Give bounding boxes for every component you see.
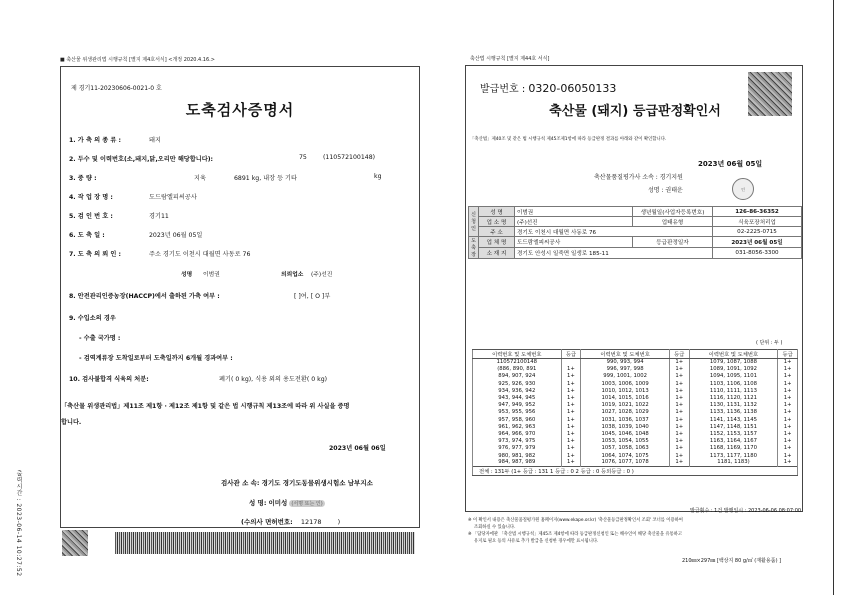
page-title: 도축검사증명서 <box>185 101 295 119</box>
lot-trace-cell: 1019, 1021, 1022 <box>581 402 670 409</box>
lot-grade-cell: 1+ <box>669 438 689 445</box>
lot-grade-cell: 1+ <box>778 409 798 416</box>
lot-grade-cell: 1+ <box>561 387 581 394</box>
lot-col-header: 이력번호 및 도체번호 <box>473 350 562 359</box>
lot-trace-cell: 1027, 1028, 1029 <box>581 409 670 416</box>
paper-spec: 210㎜×297㎜ [백상지 80 g/㎡ (재활용품) ] <box>682 558 782 564</box>
lot-grade-cell: 1+ <box>669 416 689 423</box>
lot-row <box>473 452 798 459</box>
lot-row <box>473 387 798 394</box>
lot-grade-cell: 1+ <box>561 402 581 409</box>
lot-trace-cell: 1110, 1111, 1113 <box>689 387 778 394</box>
lot-trace-cell: 1141, 1143, 1145 <box>689 416 778 423</box>
lot-trace-cell: 1053, 1054, 1055 <box>581 438 670 445</box>
lot-col-header: 등급 <box>561 350 581 359</box>
lot-trace-cell: 1094, 1095, 1101 <box>689 373 778 380</box>
lot-grade-cell: 1+ <box>561 380 581 387</box>
lot-trace-cell: 1152, 1153, 1157 <box>689 430 778 437</box>
lot-trace-cell: 925, 926, 930 <box>473 380 562 387</box>
plant-row-1: 소 재 지 경기도 안성시 일죽면 일생로 185-11 031-8056-3300 <box>469 248 802 259</box>
page-edge-line <box>833 0 834 595</box>
lot-grade-cell: 1+ <box>561 459 581 466</box>
lot-grade-cell: 1+ <box>561 394 581 401</box>
row-weight: 3. 중 량 : 지육 6891 kg, 내장 등 기타 kg <box>69 173 382 182</box>
lot-grade-cell: 1+ <box>778 373 798 380</box>
note-1b: 조회하실 수 있습니다. <box>474 525 516 530</box>
row-haccp: 8. 안전관리인증농장(HACCP)에서 출하된 가축 여부 : [ ]여, [ O ]부 <box>69 293 331 300</box>
lot-trace-cell: 953, 955, 956 <box>473 409 562 416</box>
lot-trace-cell: 934, 936, 942 <box>473 387 562 394</box>
lot-trace-cell: 110572100148 <box>473 359 562 366</box>
note-2: ※ 「담당자에관 「축산법 시행규칙」제45조 제4항에 따라 등급판정신청인 또는 해수인이 해당 축산물을 유통하고 <box>468 532 683 537</box>
page-title: 축산물 (돼지) 등급판정확인서 <box>549 104 721 119</box>
barcode-strip <box>115 532 415 554</box>
lot-grade-cell: 1+ <box>669 402 689 409</box>
intro-text: 「축산법」제40조 및 같은 법 시행규칙 제45조제1항에 따라 등급판정 결과를 아래와 같이 확인합니다. <box>470 137 667 142</box>
lot-trace-cell: (886, 890, 891 <box>473 366 562 373</box>
row-disposal: 10. 검사불합격 식육의 처분: 폐기( 0 kg), 식용 외의 용도전환( 0 kg) <box>69 376 328 383</box>
lot-row <box>473 359 798 366</box>
lot-trace-cell: 957, 958, 960 <box>473 416 562 423</box>
lot-trace-cell: 976, 977, 979 <box>473 445 562 452</box>
lot-trace-cell: 1133, 1136, 1138 <box>689 409 778 416</box>
row-head-count: 2. 두수 및 이력번호(소,돼지,닭,오리만 해당합니다): 75 (110572100148) <box>69 154 376 163</box>
inspector-name: 성 명: 이미성 (서명 또는 인) <box>249 499 323 507</box>
vet-license: (수의사 면허번호: 12178 ) <box>241 518 341 526</box>
lot-trace-cell: 999, 1001, 1002 <box>581 373 670 380</box>
lot-col-header: 등급 <box>669 350 689 359</box>
row-requester-name: 성명 이범권 의뢰업소 (주)선진 <box>181 272 333 278</box>
lot-header <box>473 350 798 359</box>
lot-grade-cell: 1+ <box>561 430 581 437</box>
lot-row <box>473 402 798 409</box>
lot-grade-cell: 1+ <box>669 394 689 401</box>
inspector-line: 축산물품질평가사 소속 : 경기지원 <box>594 174 683 181</box>
lot-grade-cell: 1+ <box>669 409 689 416</box>
lot-trace-cell: 1163, 1164, 1167 <box>689 438 778 445</box>
lot-trace-cell: 1089, 1091, 1092 <box>689 366 778 373</box>
lot-trace-cell: 1031, 1036, 1037 <box>581 416 670 423</box>
lot-grade-cell: 1+ <box>669 452 689 459</box>
lot-trace-cell: 990, 993, 994 <box>581 359 670 366</box>
lot-grade-cell: 1+ <box>778 452 798 459</box>
inspector-name: 성명 : 권태운 <box>648 187 683 194</box>
issue-info: 발급횟수 : 1건 발행일시 : 2023-06-06 08:07:00 <box>690 508 802 514</box>
row-inspection-no: 5. 검 인 번 호 : 경기11 <box>69 213 169 220</box>
lot-col-header: 이력번호 및 도체번호 <box>581 350 670 359</box>
lot-trace-cell: 1079, 1087, 1088 <box>689 359 778 366</box>
lot-row <box>473 416 798 423</box>
lot-grade-cell: 1+ <box>778 430 798 437</box>
lot-row <box>473 430 798 437</box>
lot-trace-cell: 1116, 1120, 1121 <box>689 394 778 401</box>
lot-grade-cell: 1+ <box>561 452 581 459</box>
lot-row <box>473 438 798 445</box>
grading-date: 2023년 06월 05일 <box>698 160 763 168</box>
lot-grade-cell <box>561 359 581 366</box>
lot-grade-cell: 1+ <box>778 459 798 466</box>
lot-grade-cell: 1+ <box>561 373 581 380</box>
row-slaughter-date: 6. 도 축 일 : 2023년 06월 05일 <box>69 232 203 239</box>
row-quarantine: - 검역계류장 도착일로부터 도축일까지 6개월 경과여부 : <box>79 355 233 362</box>
lot-grade-cell: 1+ <box>561 416 581 423</box>
row-workplace: 4. 작 업 장 명 : 도드람엘피씨공사 <box>69 194 197 201</box>
lot-trace-cell: 1038, 1039, 1040 <box>581 423 670 430</box>
lot-grade-cell: 1+ <box>669 387 689 394</box>
lot-grade-cell: 1+ <box>561 438 581 445</box>
doc-number: 제 경기11-20230606-0021-0 호 <box>71 85 162 92</box>
lot-trace-cell: 980, 981, 982 <box>473 452 562 459</box>
lot-grade-cell: 1+ <box>778 394 798 401</box>
lot-grade-cell: 1+ <box>778 359 798 366</box>
lot-grade-cell: 1+ <box>669 430 689 437</box>
lot-trace-cell: 973, 974, 975 <box>473 438 562 445</box>
slaughter-certificate <box>60 66 420 528</box>
row-export-country: - 수출 국가명 : <box>79 335 121 342</box>
lot-table <box>472 349 798 476</box>
lot-grade-cell: 1+ <box>669 366 689 373</box>
lot-row <box>473 380 798 387</box>
applicant-row-0: 신청인 성 명 이범권 생년월일(사업자등록번호) 126-86-36352 <box>469 207 802 217</box>
lot-grade-cell: 1+ <box>561 423 581 430</box>
lot-trace-cell: 943, 944, 945 <box>473 394 562 401</box>
lot-trace-cell: 1076, 1077, 1078 <box>581 459 670 466</box>
lot-grade-cell: 1+ <box>669 373 689 380</box>
issue-number: 발급번호 : 0320-06050133 <box>480 82 617 95</box>
lot-row <box>473 445 798 452</box>
row-import: 9. 수입소의 경우 <box>69 315 116 322</box>
lot-row <box>473 373 798 380</box>
row-requester: 7. 도 축 의 뢰 인 : 주소 경기도 이천시 대월면 사동로 76 <box>69 251 251 258</box>
lot-trace-cell: 1014, 1015, 1016 <box>581 394 670 401</box>
row-livestock-type: 1. 가 축 의 종 류 : 돼지 <box>69 137 161 144</box>
lot-trace-cell: 1173, 1177, 1180 <box>689 452 778 459</box>
plant-row-0: 도축장 업 체 명 도드람엘피씨공사 등급판정일자 2023년 06월 05일 <box>469 237 802 248</box>
lot-row <box>473 423 798 430</box>
lot-trace-cell: 996, 997, 998 <box>581 366 670 373</box>
law-statement-end: 합니다. <box>61 419 82 426</box>
applicant-row-1: 업 소 명 (주)선진 업태유형 식육포장처리업 <box>469 217 802 227</box>
lot-grade-cell: 1+ <box>778 438 798 445</box>
lot-trace-cell: 1045, 1046, 1048 <box>581 430 670 437</box>
official-seal: 인 <box>732 178 754 200</box>
lot-grade-cell: 1+ <box>669 459 689 466</box>
lot-trace-cell: 1003, 1006, 1009 <box>581 380 670 387</box>
applicant-table <box>468 206 802 259</box>
lot-row <box>473 409 798 416</box>
left-doc-header: ■ 축산물 위생관리법 시행규칙 [별지 제4호서식] <개정 2020.4.16.> <box>60 57 215 63</box>
lot-col-header: 등급 <box>778 350 798 359</box>
grading-certificate <box>465 65 803 512</box>
lot-trace-cell: 894, 907, 924 <box>473 373 562 380</box>
lot-grade-cell: 1+ <box>778 387 798 394</box>
lot-grade-cell: 1+ <box>669 445 689 452</box>
lot-total: 전체 : 131두 (1+ 등급 : 131 1 등급 : 0 2 등급 : 0 등외등급 : 0 ) <box>473 466 798 475</box>
inspector-affiliation: 검사관 소 속: 경기도 경기도동물위생시험소 남부지소 <box>221 479 373 487</box>
lot-grade-cell: 1+ <box>778 416 798 423</box>
lot-trace-cell: 984, 987, 989 <box>473 459 562 466</box>
lot-trace-cell: 961, 962, 963 <box>473 423 562 430</box>
lot-trace-cell: 1130, 1131, 1132 <box>689 402 778 409</box>
unit-label: ( 단위 : 두 ) <box>756 340 783 346</box>
lot-trace-cell: 1147, 1148, 1151 <box>689 423 778 430</box>
lot-grade-cell: 1+ <box>778 380 798 387</box>
qr-code-left <box>62 530 88 556</box>
lot-grade-cell: 1+ <box>561 445 581 452</box>
right-doc-header: 축산법 시행규칙 [별지 제44호 서식] <box>470 56 550 62</box>
lot-grade-cell: 1+ <box>778 423 798 430</box>
law-statement: 「축산물 위생관리법」제11조 제1항 · 제12조 제1항 및 같은 법 시행규칙 제13조에 따라 위 사실을 증명 <box>61 403 350 410</box>
print-timestamp: 출력시간 : 2023-06-14 10:27:52 <box>15 470 22 577</box>
lot-trace-cell: 1181, 1183) <box>689 459 778 466</box>
lot-trace-cell: 947, 949, 952 <box>473 402 562 409</box>
lot-grade-cell: 1+ <box>669 359 689 366</box>
lot-grade-cell: 1+ <box>669 380 689 387</box>
lot-trace-cell: 1057, 1058, 1063 <box>581 445 670 452</box>
lot-col-header: 이력번호 및 도체번호 <box>689 350 778 359</box>
lot-trace-cell: 1168, 1169, 1170 <box>689 445 778 452</box>
note-1: ※ 이 확인서 내용은 축산물품질평가원 홈페이지(www.ekape.or.kr) '축산물등급판정확인서 조회' 코너를 이용하여 <box>468 518 683 523</box>
lot-trace-cell: 964, 966, 970 <box>473 430 562 437</box>
signature-stamp: (서명 또는 인) <box>291 501 323 507</box>
lot-trace-cell: 1010, 1012, 1013 <box>581 387 670 394</box>
issue-date: 2023년 06월 06일 <box>329 445 386 452</box>
lot-trace-cell: 1064, 1074, 1075 <box>581 452 670 459</box>
lot-row <box>473 459 798 466</box>
lot-grade-cell: 1+ <box>561 409 581 416</box>
applicant-row-2: 주 소 경기도 이천시 대월면 사동로 76 02-2225-0715 <box>469 227 802 237</box>
note-2b: 유지로 필요 등의 사유로 추가 발급을 신청한 경우에만 표시됩니다. <box>474 539 599 544</box>
lot-grade-cell: 1+ <box>669 423 689 430</box>
lot-row <box>473 394 798 401</box>
lot-row <box>473 366 798 373</box>
lot-grade-cell: 1+ <box>561 366 581 373</box>
lot-grade-cell: 1+ <box>778 445 798 452</box>
lot-trace-cell: 1103, 1106, 1108 <box>689 380 778 387</box>
lot-grade-cell: 1+ <box>778 402 798 409</box>
lot-grade-cell: 1+ <box>778 366 798 373</box>
